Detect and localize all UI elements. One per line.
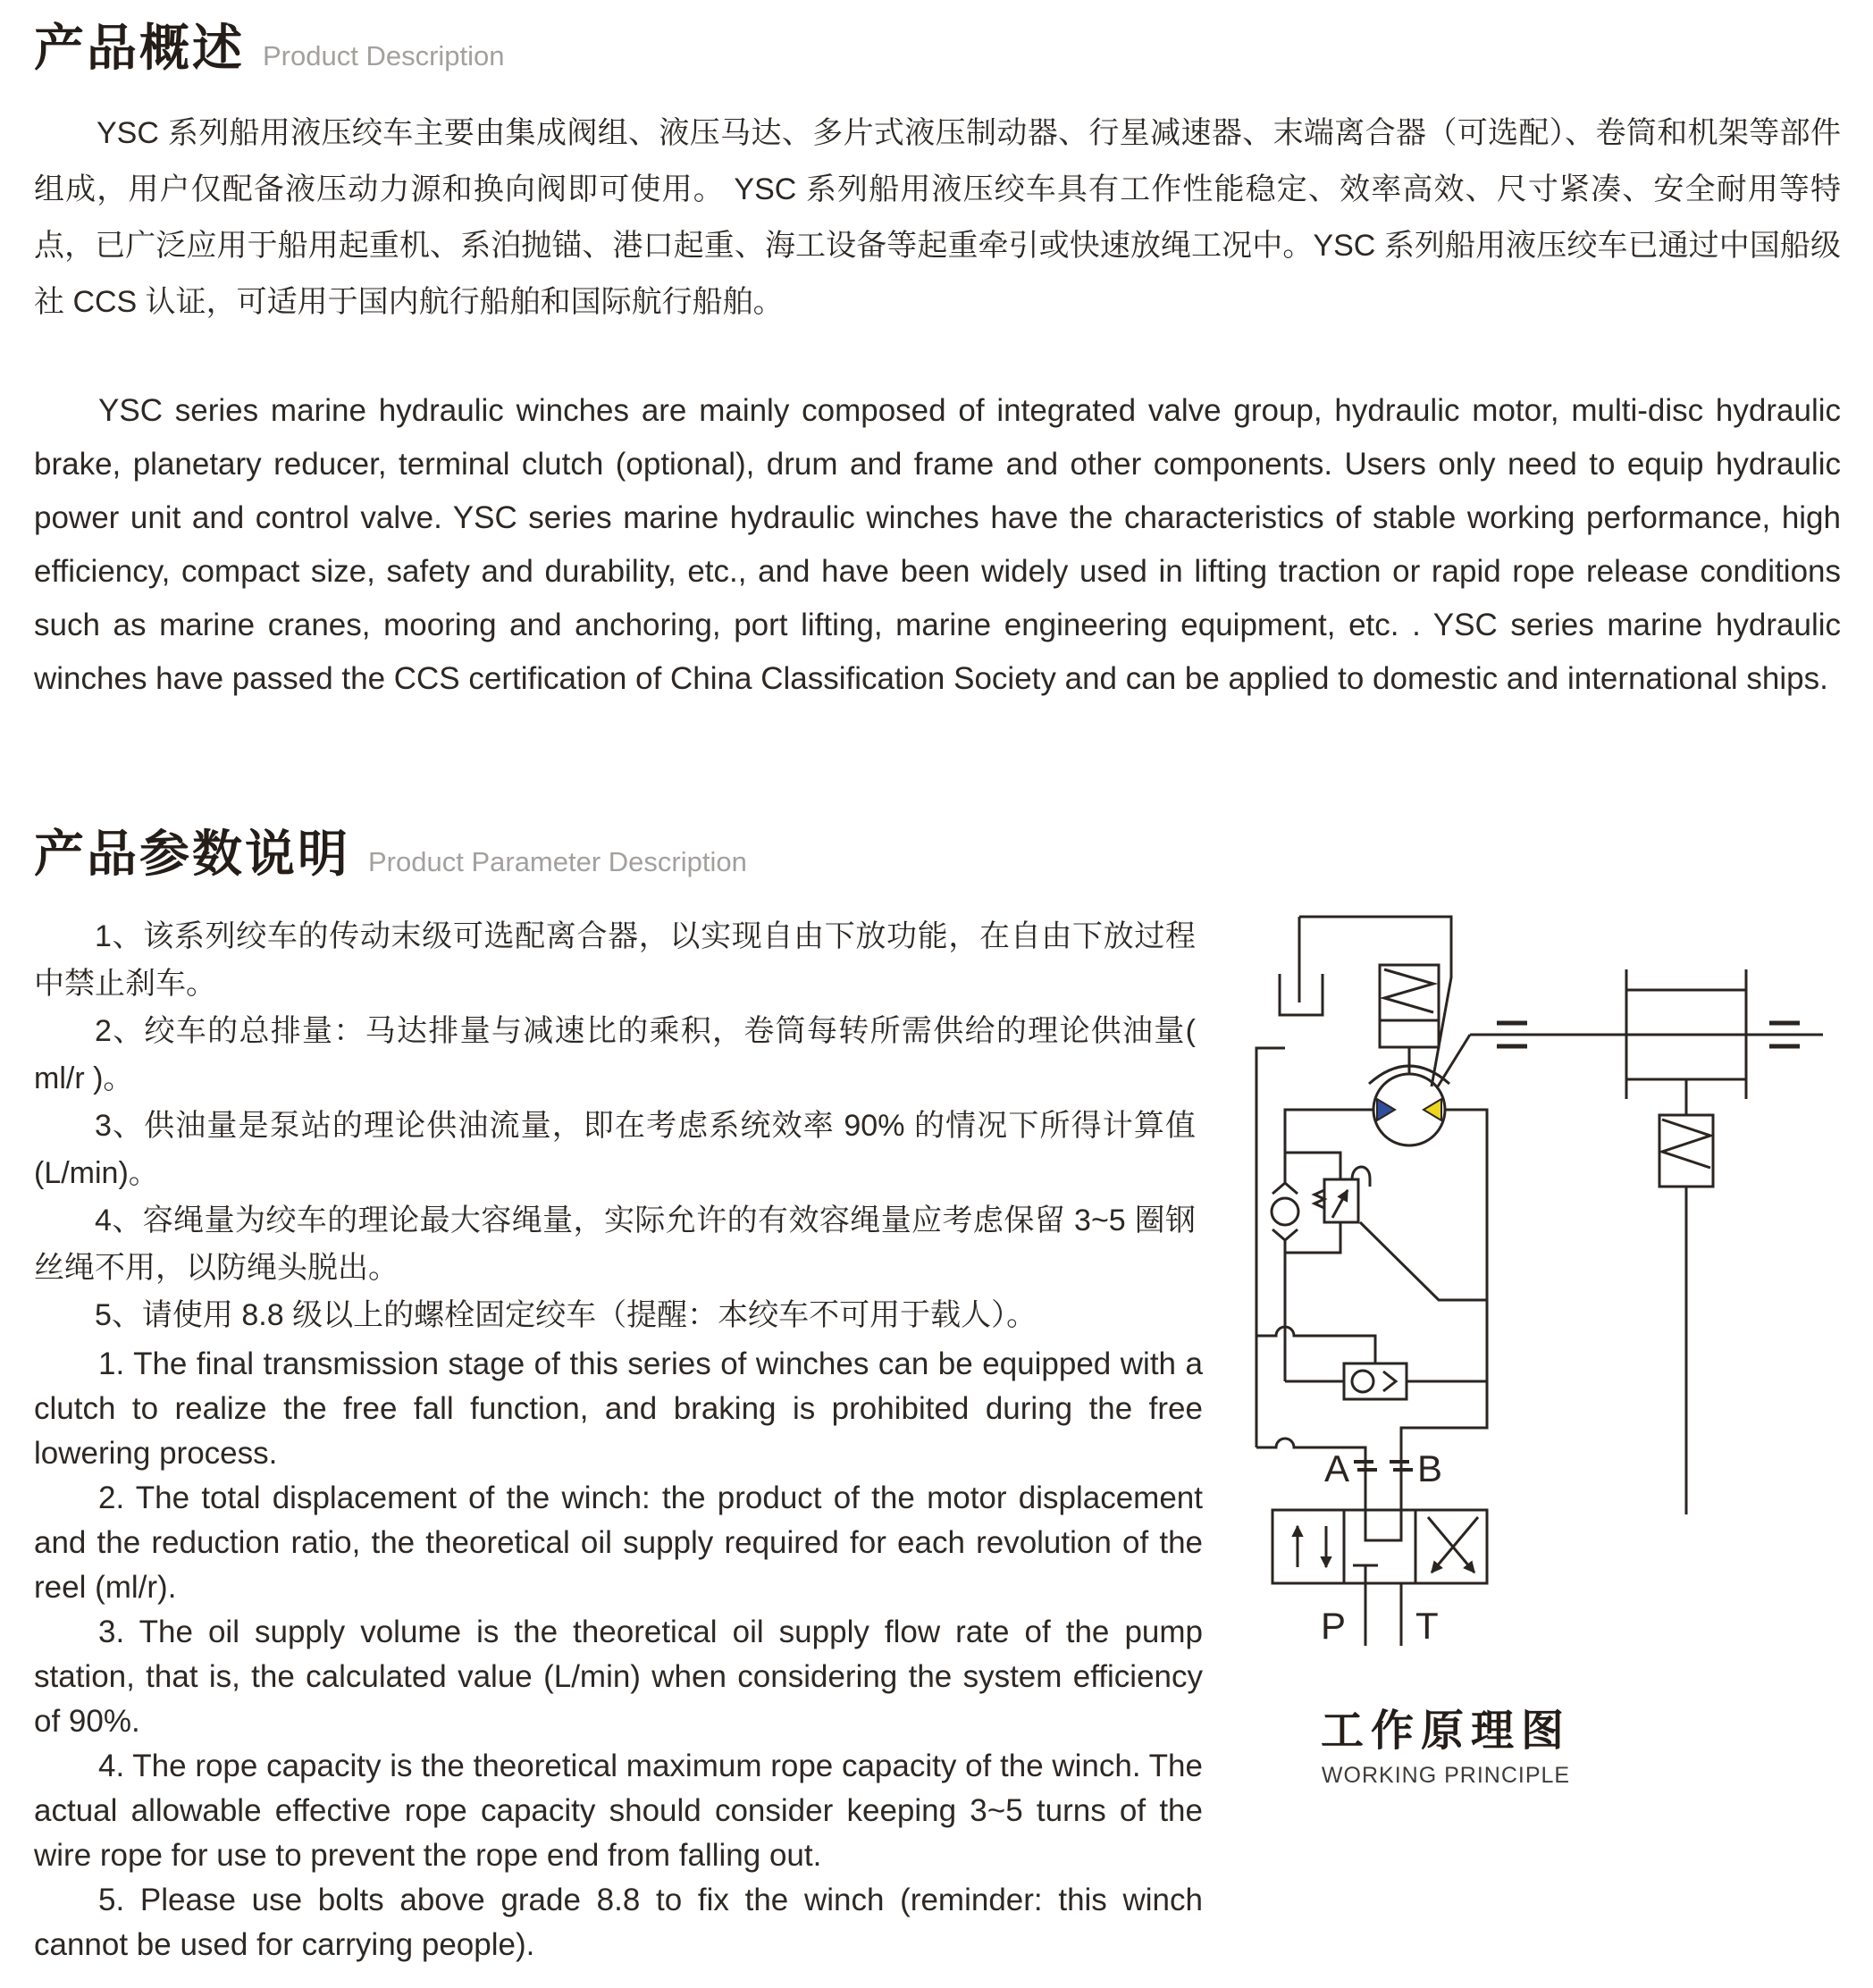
port-label-b: B — [1417, 1447, 1443, 1489]
list-item-en-4: 4. The rope capacity is the theoretical maximum rope capacity of the winch. The actual allowable effective rope capacity should consider keeping 3~5 turns of the wire rope for use to prevent the rope end from falling out. — [34, 1749, 1203, 1873]
list-item-zh-1: 1、该系列绞车的传动末级可选配离合器，以实现自由下放功能，在自由下放过程中禁止刹车。 — [34, 919, 1196, 1001]
port-label-a: A — [1323, 1447, 1349, 1489]
list-item-en-1: 1. The final transmission stage of this series of winches can be equipped with a clutch to realize the free fall function, and braking is prohibited during the free lowering process. — [34, 1346, 1203, 1471]
check-valve — [1272, 1183, 1298, 1381]
section1-title-zh: 产品概述 — [34, 20, 245, 76]
list-item-zh-3: 3、供油量是泵站的理论供油流量，即在考虑系统效率 90% 的情况下所得计算值 (L/min)。 — [34, 1109, 1196, 1190]
list-item-en-3: 3. The oil supply volume is the theoretical oil supply flow rate of the pump station, that is, the calculated value (L/min) when considering the system efficiency of 90%. — [34, 1615, 1203, 1739]
working-principle-diagram — [1244, 885, 1869, 1662]
motor-port-triangle-left — [1377, 1099, 1395, 1120]
relief-valve — [1285, 1153, 1487, 1300]
pilot-line-hop — [1256, 1327, 1375, 1363]
list-item-en-2: 2. The total displacement of the winch: the product of the motor displacement and the reduction ratio, the theoretical oil supply required for each revolution of the reel (ml/r). — [34, 1481, 1203, 1605]
section1-header — [34, 9, 505, 80]
hydraulic-motor — [1369, 1035, 1470, 1145]
work-line-left — [1285, 1110, 1373, 1183]
motor-port-triangle-right — [1424, 1099, 1441, 1120]
parameter-list-zh — [34, 913, 1196, 1339]
port-b-line — [1401, 1110, 1487, 1510]
port-label-p: P — [1320, 1605, 1346, 1647]
list-item-en-5: 5. Please use bolts above grade 8.8 to fix the winch (reminder: this winch cannot be used for carrying people). — [34, 1883, 1203, 1962]
parameter-list-en — [34, 1342, 1203, 1967]
section1-title-en: Product Description — [263, 40, 505, 71]
port-label-t: T — [1415, 1605, 1439, 1647]
list-item-zh-4: 4、容绳量为绞车的理论最大容绳量，实际允许的有效容绳量应考虑保留 3~5 圈钢丝绳不用，以防绳头脱出。 — [34, 1204, 1196, 1285]
diagram-caption-zh: 工作原理图 — [1320, 1707, 1571, 1755]
section2-title-en: Product Parameter Description — [368, 846, 747, 877]
brake-cylinder — [1380, 965, 1439, 1074]
shuttle-valve — [1285, 1363, 1487, 1399]
overview-paragraph-zh: YSC 系列船用液压绞车主要由集成阀组、液压马达、多片式液压制动器、行星减速器、末端离合器（可选配）、卷筒和机架等部件组成，用户仅配备液压动力源和换向阀即可使用。 YSC 系列船用液压绞车具有工作性能稳定、效率高效、尺寸紧凑、安全耐用等特点，已广泛应用于船用起重机、系泊抛锚、港口起重、海工设备等起重牵引或快速放绳工况中。YSC 系列船用液压绞车已通过中国船级社 CCS 认证，可适用于国内航行船舶和国际航行船舶。 — [34, 116, 1841, 319]
tank-symbol — [1280, 917, 1323, 1015]
drain-line — [1256, 1048, 1285, 1447]
reducer-spring-box — [1659, 1079, 1713, 1514]
section2-title-zh: 产品参数说明 — [34, 826, 350, 882]
list-item-zh-5: 5、请使用 8.8 级以上的螺栓固定绞车（提醒：本绞车不可用于载人）。 — [95, 1298, 1037, 1332]
directional-valve — [1272, 1510, 1487, 1646]
overview-paragraph-en: YSC series marine hydraulic winches are mainly composed of integrated valve group, hydraulic motor, multi-disc hydraulic brake, planetary reducer, terminal clutch (optional), drum and frame and other components. Users only need to equip hydraulic power unit and control valve. YSC series marine hydraulic winches have the characteristics of stable working performance, high efficiency, compact size, safety and durability, etc., and have been widely used in lifting traction or rapid rope release conditions such as marine cranes, mooring and anchoring, port lifting, marine engineering equipment, etc. . YSC series marine hydraulic winches have passed the CCS certification of China Classification Society and can be applied to domestic and international ships. — [34, 393, 1841, 696]
diagram-caption — [1244, 1696, 1648, 1789]
hydraulic-schematic — [1244, 885, 1869, 1662]
drive-shaft — [1470, 1023, 1823, 1046]
pipe-break-marks — [1354, 1462, 1413, 1470]
section2-header — [34, 815, 747, 886]
diagram-caption-en: WORKING PRINCIPLE — [1321, 1763, 1571, 1788]
list-item-zh-2: 2、绞车的总排量：马达排量与减速比的乘积，卷筒每转所需供给的理论供油量( ml/r )。 — [34, 1014, 1196, 1095]
